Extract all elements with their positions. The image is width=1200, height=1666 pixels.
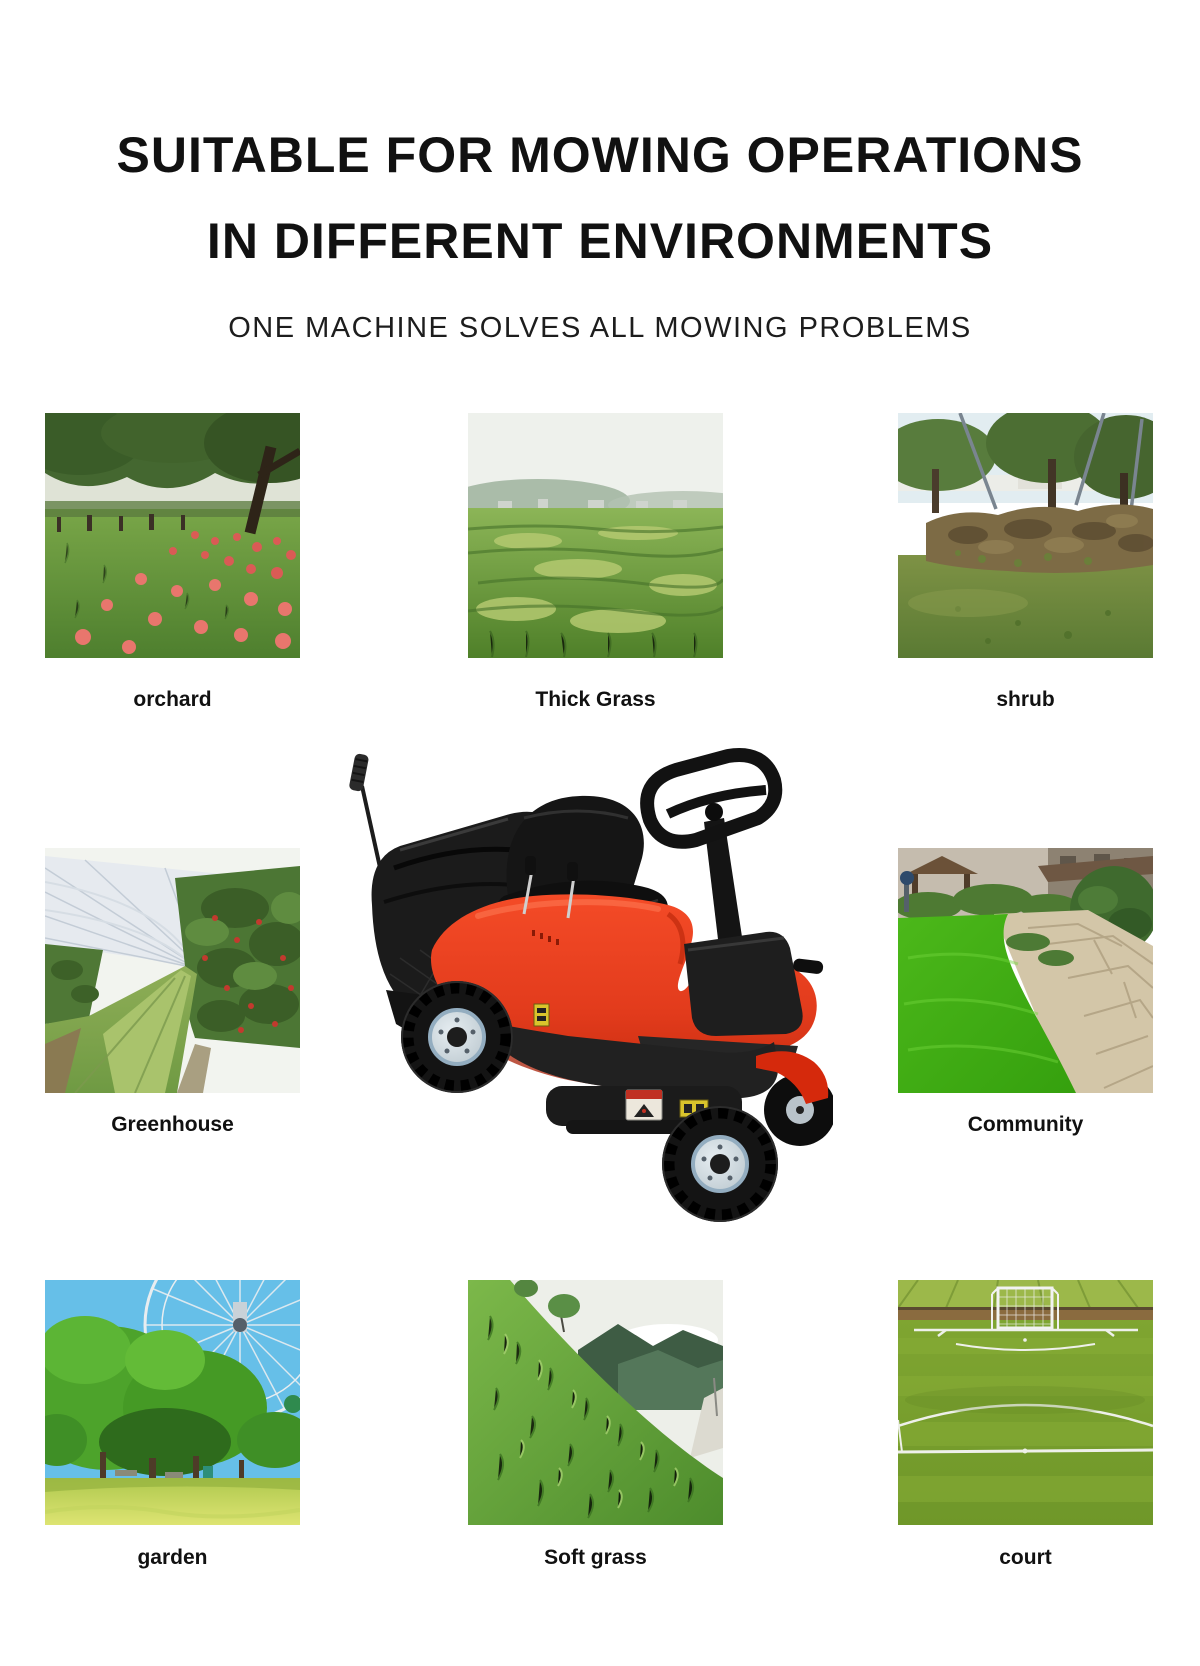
danger-sticker [626, 1090, 662, 1120]
riding-mower-product-photo [328, 700, 833, 1228]
photo-card-court [898, 1280, 1153, 1570]
orchard-photo [45, 413, 300, 658]
greenhouse-photo [45, 848, 300, 1093]
garden-photo [45, 1280, 300, 1525]
photo-card-orchard [45, 413, 300, 712]
shrub-photo [898, 413, 1153, 658]
photo-label-soft-grass: Soft grass [544, 1546, 647, 1569]
page-subtitle: ONE MACHINE SOLVES ALL MOWING PROBLEMS [228, 312, 972, 344]
page-header [0, 0, 1200, 345]
photo-card-thick-grass [468, 413, 723, 712]
photo-card-garden [45, 1280, 300, 1570]
photo-card-soft-grass [468, 1280, 723, 1570]
photo-label-orchard: orchard [133, 688, 212, 711]
court-photo [898, 1280, 1153, 1525]
photo-card-shrub [898, 413, 1153, 712]
photo-card-greenhouse [45, 848, 300, 1137]
page-title-line-2: IN DIFFERENT ENVIRONMENTS [206, 213, 994, 269]
photo-label-shrub: shrub [996, 688, 1055, 711]
soft-grass-photo [468, 1280, 723, 1525]
photo-label-garden: garden [137, 1546, 208, 1569]
photo-label-court: court [999, 1546, 1052, 1569]
photo-label-greenhouse: Greenhouse [111, 1113, 234, 1136]
photo-label-thick-grass: Thick Grass [535, 688, 656, 711]
photo-label-community: Community [967, 1113, 1084, 1136]
community-photo [898, 848, 1153, 1093]
thick-grass-photo [468, 413, 723, 658]
photo-card-community [898, 848, 1153, 1137]
page-title-line-1: SUITABLE FOR MOWING OPERATIONS [116, 127, 1084, 183]
